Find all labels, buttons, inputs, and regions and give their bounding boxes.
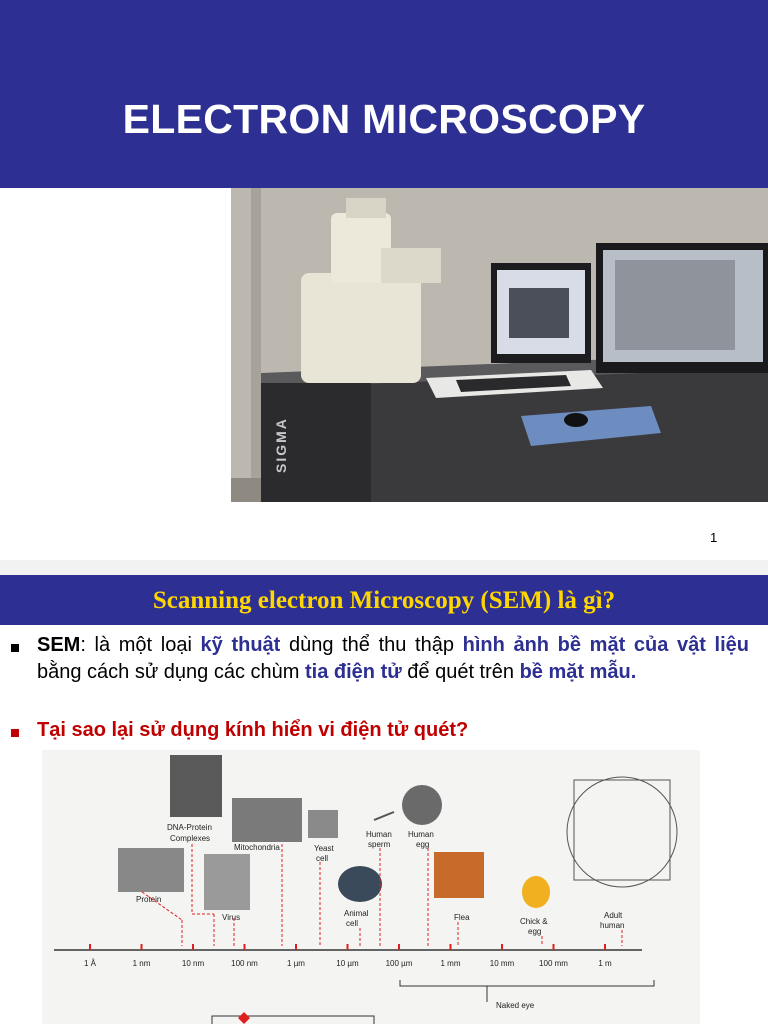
sem-term: SEM: [37, 634, 81, 656]
human-sperm-image: [374, 812, 394, 820]
label-human-sperm: Human: [366, 830, 392, 839]
def-highlight-1: kỹ thuật: [200, 634, 281, 656]
size-scale-figure: [42, 750, 700, 1024]
label-human-sperm-2: sperm: [368, 840, 391, 849]
scale-tick-label: 10 nm: [181, 959, 205, 968]
scale-tick-label: 1 Å: [83, 959, 97, 968]
def-highlight-4: bề mặt mẫu.: [519, 661, 637, 683]
sem-microscope-photo: [231, 188, 768, 502]
label-animal-cell: Animal: [344, 909, 369, 918]
label-protein: Protein: [136, 895, 162, 904]
sem-definition: [37, 632, 749, 686]
scale-tick-label: 100 nm: [231, 959, 258, 968]
yeast-cell-image: [308, 810, 338, 838]
slide-title: ELECTRON MICROSCOPY: [122, 96, 646, 142]
def-highlight-3: tia điện tử: [305, 661, 402, 683]
bullet-square-red-icon: [11, 729, 19, 737]
label-animal-cell-2: cell: [346, 919, 359, 928]
label-adult-human-2: human: [600, 921, 625, 930]
naked-eye-label: Naked eye: [496, 1001, 535, 1010]
label-adult-human: Adult: [604, 911, 623, 920]
page-number: 1: [710, 530, 718, 545]
bullet-square-icon: [11, 644, 19, 652]
scale-tick-label: 100 µm: [385, 959, 413, 968]
label-mitochondria: Mitochondria: [234, 843, 280, 852]
why-sem-question: Tại sao lại sử dụng kính hiển vi điện tử quét?: [37, 719, 469, 741]
vitruvian-man-image: [567, 777, 677, 887]
label-human-egg: Human: [408, 830, 434, 839]
def-text-3: bằng cách sử dụng các chùm: [37, 661, 305, 683]
virus-image: [204, 854, 250, 910]
def-highlight-2: hình ảnh bề mặt của vật liệu: [462, 634, 749, 656]
scale-tick-label: 1 mm: [440, 959, 461, 968]
label-yeast: Yeast: [314, 844, 334, 853]
label-chick-egg: Chick &: [520, 917, 548, 926]
scale-tick-label: 10 mm: [489, 959, 515, 968]
def-text-4: để quét trên: [401, 661, 520, 683]
label-dna-protein-2: Complexes: [170, 834, 211, 843]
slide-separator: [0, 560, 768, 575]
chick-egg-image: [522, 876, 550, 908]
human-egg-image: [402, 785, 442, 825]
scale-tick-label: 10 µm: [336, 959, 359, 968]
label-flea: Flea: [454, 913, 470, 922]
label-chick-egg-2: egg: [528, 927, 542, 936]
scale-tick-label: 1 µm: [287, 959, 305, 968]
label-yeast-2: cell: [316, 854, 329, 863]
range-marker: [238, 1012, 250, 1024]
slide-header: [0, 0, 768, 188]
scale-tick-label: 100 mm: [539, 959, 568, 968]
sigma-brand-text: SIGMA: [273, 417, 289, 473]
scale-tick-label: 1 m: [598, 959, 612, 968]
def-text-1: : là một loại: [80, 634, 201, 656]
protein-image: [118, 848, 184, 892]
label-virus: Virus: [222, 913, 241, 922]
mitochondria-image: [232, 798, 302, 842]
def-text-2: dùng thể thu thập: [280, 634, 463, 656]
label-dna-protein: DNA-Protein: [167, 823, 212, 832]
slide2-title: Scanning electron Microscopy (SEM) là gì?: [152, 587, 616, 614]
scale-tick-label: 1 nm: [132, 959, 151, 968]
dna-protein-image: [170, 755, 222, 817]
flea-image: [434, 852, 484, 898]
label-human-egg-2: egg: [416, 840, 430, 849]
animal-cell-image: [338, 866, 382, 902]
